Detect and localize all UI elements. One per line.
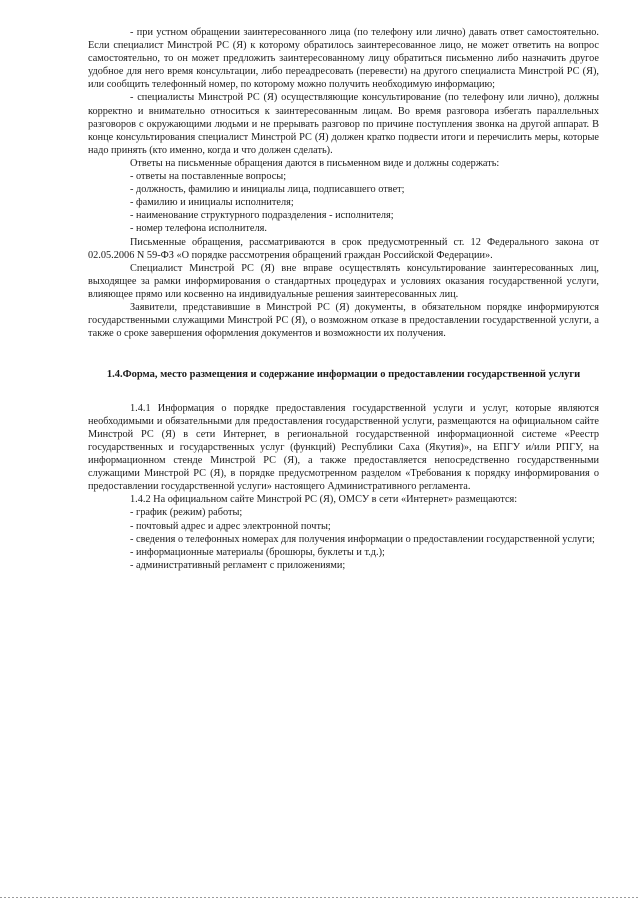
list-item: - информационные материалы (брошюры, буклеты и т.д.); — [130, 546, 385, 558]
paragraph-written-answers-intro: Ответы на письменные обращения даются в письменном виде и должны содержать: — [130, 157, 500, 169]
document-body — [88, 26, 599, 572]
paragraph-consultants-conduct: - специалисты Минстрой РС (Я) осуществляющие консультирование (по телефону или лично), должны корректно и внимательно относиться к заинтересованным лицам. Во время разговора избегать параллельных разговоров с окружающими людьми и не прерывать разговор по причине поступления звонка на другой аппарат. В конце консультирования специалист Минстрой РС (Я) должен кратко подвести итоги и перечислить меры, которые надо принять (кто именно, когда и что должен сделать). — [88, 92, 599, 156]
list-item: - ответы на поставленные вопросы; — [130, 171, 287, 183]
page-bottom-divider — [0, 897, 640, 898]
paragraph-applicants-informed: Заявители, представившие в Минстрой РС (Я) документы, в обязательном порядке информируются государственными служащими Минстрой РС (Я), о возможном отказе в предоставлении государственной услуги, а также о сроке завершения оформления документов и возможности их получения. — [88, 301, 599, 340]
paragraph-oral-inquiry: - при устном обращении заинтересованного лица (по телефону или лично) давать ответ самостоятельно. Если специалист Минстрой РС (Я) к которому обратилось заинтересованное лицо, не может ответить на вопрос самостоятельно, то он может предложить заинтересованному лицу обратиться письменно либо назначить другое удобное для него время консультации, либо переадресовать (перевести) на другого специалиста Минстрой РС (Я), или сообщить телефонный номер, по которому можно получить необходимую информацию; — [88, 27, 599, 91]
site-content-list — [88, 506, 599, 571]
answer-requirements-list — [88, 170, 599, 235]
paragraph-written-deadline: Письменные обращения, рассматриваются в срок предусмотренный ст. 12 Федерального закона от 02.05.2006 N 59-ФЗ «О порядке рассмотрения обращений граждан Российской Федерации». — [88, 236, 599, 261]
list-item: - фамилию и инициалы исполнителя; — [130, 197, 294, 209]
list-item: - наименование структурного подразделения - исполнителя; — [130, 210, 394, 222]
paragraph-consulting-limits: Специалист Минстрой РС (Я) вне вправе осуществлять консультирование заинтересованных лиц, выходящее за рамки информирования о стандартных процедурах и условиях оказания государственной услуги, влияющее прямо или косвенно на индивидуальные решения заинтересованных лиц. — [88, 262, 599, 300]
paragraph-1-4-1: 1.4.1 Информация о порядке предоставления государственной услуги и услуг, которые являются необходимыми и обязательными для предоставления государственной услуги, размещаются на официальном сайте Минстрой РС (Я) в сети Интернет, в региональной государственной информационной системе «Реестр государственных и государственных услуг (функций) Республики Саха (Якутия)», на ЕПГУ и/или РПГУ, на информационном стенде Минстрой РС (Я), а также предоставляется непосредственно государственными служащими Минстрой РС (Я), в порядке предусмотренном разделом «Требования к порядку информирования о предоставлении государственной услуги» настоящего Административного регламента. — [88, 402, 599, 493]
paragraph-1-4-2: 1.4.2 На официальном сайте Минстрой РС (Я), ОМСУ в сети «Интернет» размещаются: — [130, 494, 518, 506]
list-item: - административный регламент с приложениями; — [130, 559, 346, 571]
list-item: - график (режим) работы; — [130, 507, 243, 519]
list-item: - номер телефона исполнителя. — [130, 223, 267, 235]
list-item: - должность, фамилию и инициалы лица, подписавшего ответ; — [130, 184, 405, 196]
list-item: - сведения о телефонных номерах для получения информации о предоставлении государственной услуги; — [130, 533, 595, 545]
section-heading: 1.4.Форма, место размещения и содержание информации о предоставлении государственной услуги — [106, 369, 581, 381]
list-item: - почтовый адрес и адрес электронной почты; — [130, 520, 331, 532]
